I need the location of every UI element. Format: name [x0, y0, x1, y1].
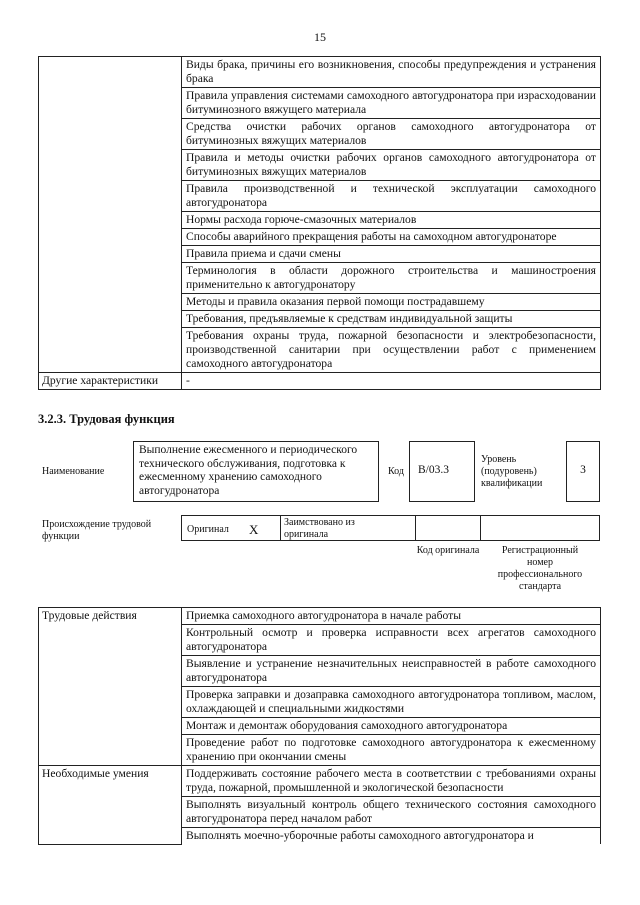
action-item: Выявление и устранение незначительных неисправностей в работе самоходного автогудронатора — [182, 656, 601, 687]
table-row — [39, 766, 601, 797]
knowledge-item: Терминология в области дорожного строительства и машиностроения применительно к автогудронатору — [182, 263, 601, 294]
page-number: 15 — [314, 30, 326, 44]
knowledge-item: Требования охраны труда, пожарной безопасности и электробезопасности, производственной санитарии при осуществлении работ с применением самоходного автогудронатора — [182, 328, 601, 373]
action-item: Проверка заправки и дозаправка самоходного автогудронатора топливом, маслом, охлаждающей и специальными жидкостями — [182, 687, 601, 718]
borrowed-label: Заимствовано из оригинала — [284, 517, 355, 540]
code-original-caption: Код оригинала — [416, 545, 480, 556]
level-label: Уровень (подуровень) квалификации — [481, 454, 543, 489]
actions-label: Трудовые действия — [39, 608, 182, 766]
skills-label: Необходимые умения — [39, 766, 182, 845]
other-characteristics-value: - — [182, 373, 601, 390]
table-row — [39, 57, 601, 88]
action-item: Монтаж и демонтаж оборудования самоходного автогудронатора — [182, 718, 601, 735]
knowledge-item: Правила и методы очистки рабочих органов самоходного автогудронатора от битуминозных вяжущих материалов — [182, 150, 601, 181]
knowledge-item: Правила приема и сдачи смены — [182, 246, 601, 263]
origin-label: Происхождение трудовой функции — [42, 519, 152, 542]
original-mark: X — [249, 522, 259, 537]
code-value: B/03.3 — [409, 441, 475, 502]
origin-divider — [280, 515, 281, 541]
knowledge-item: Правила управления системами самоходного автогудронатора при израсходовании битуминозного вяжущего материала — [182, 88, 601, 119]
section-title: 3.2.3. Трудовая функция — [38, 412, 175, 426]
knowledge-table — [38, 56, 601, 390]
other-characteristics-label: Другие характеристики — [39, 373, 182, 390]
original-label: Оригинал — [187, 524, 229, 535]
action-item: Приемка самоходного автогудронатора в начале работы — [182, 608, 601, 625]
reg-number-caption: Регистрационный номер профессионального стандарта — [497, 545, 583, 592]
name-label: Наименование — [42, 466, 105, 477]
labor-function-table — [38, 607, 601, 845]
table-row — [39, 608, 601, 625]
skill-item: Выполнять моечно-уборочные работы самоходного автогудронатора и — [182, 828, 601, 845]
empty-label-cell — [39, 57, 182, 373]
origin-divider — [480, 515, 481, 541]
skill-item: Выполнять визуальный контроль общего технического состояния самоходного автогудронатора перед началом работ — [182, 797, 601, 828]
knowledge-item: Правила производственной и технической эксплуатации самоходного автогудронатора — [182, 181, 601, 212]
knowledge-item: Методы и правила оказания первой помощи пострадавшему — [182, 294, 601, 311]
code-label: Код — [388, 466, 404, 477]
knowledge-item: Средства очистки рабочих органов самоходного автогудронатора от битуминозных вяжущих материалов — [182, 119, 601, 150]
knowledge-item: Виды брака, причины его возникновения, способы предупреждения и устранения брака — [182, 57, 601, 88]
knowledge-item: Нормы расхода горюче-смазочных материалов — [182, 212, 601, 229]
knowledge-item: Требования, предъявляемые к средствам индивидуальной защиты — [182, 311, 601, 328]
action-item: Проведение работ по подготовке самоходного автогудронатора к ежесменному хранению при окончании смены — [182, 735, 601, 766]
table-row — [39, 373, 601, 390]
skill-item: Поддерживать состояние рабочего места в соответствии с требованиями охраны труда, пожарной, промышленной и экологической безопасности — [182, 766, 601, 797]
action-item: Контрольный осмотр и проверка исправности всех агрегатов самоходного автогудронатора — [182, 625, 601, 656]
knowledge-item: Способы аварийного прекращения работы на самоходном автогудронаторе — [182, 229, 601, 246]
function-name-value: Выполнение ежесменного и периодического технического обслуживания, подготовка к ежесменному хранению самоходного автогудронатора — [133, 441, 379, 502]
origin-divider — [415, 515, 416, 541]
level-value: 3 — [566, 441, 600, 502]
